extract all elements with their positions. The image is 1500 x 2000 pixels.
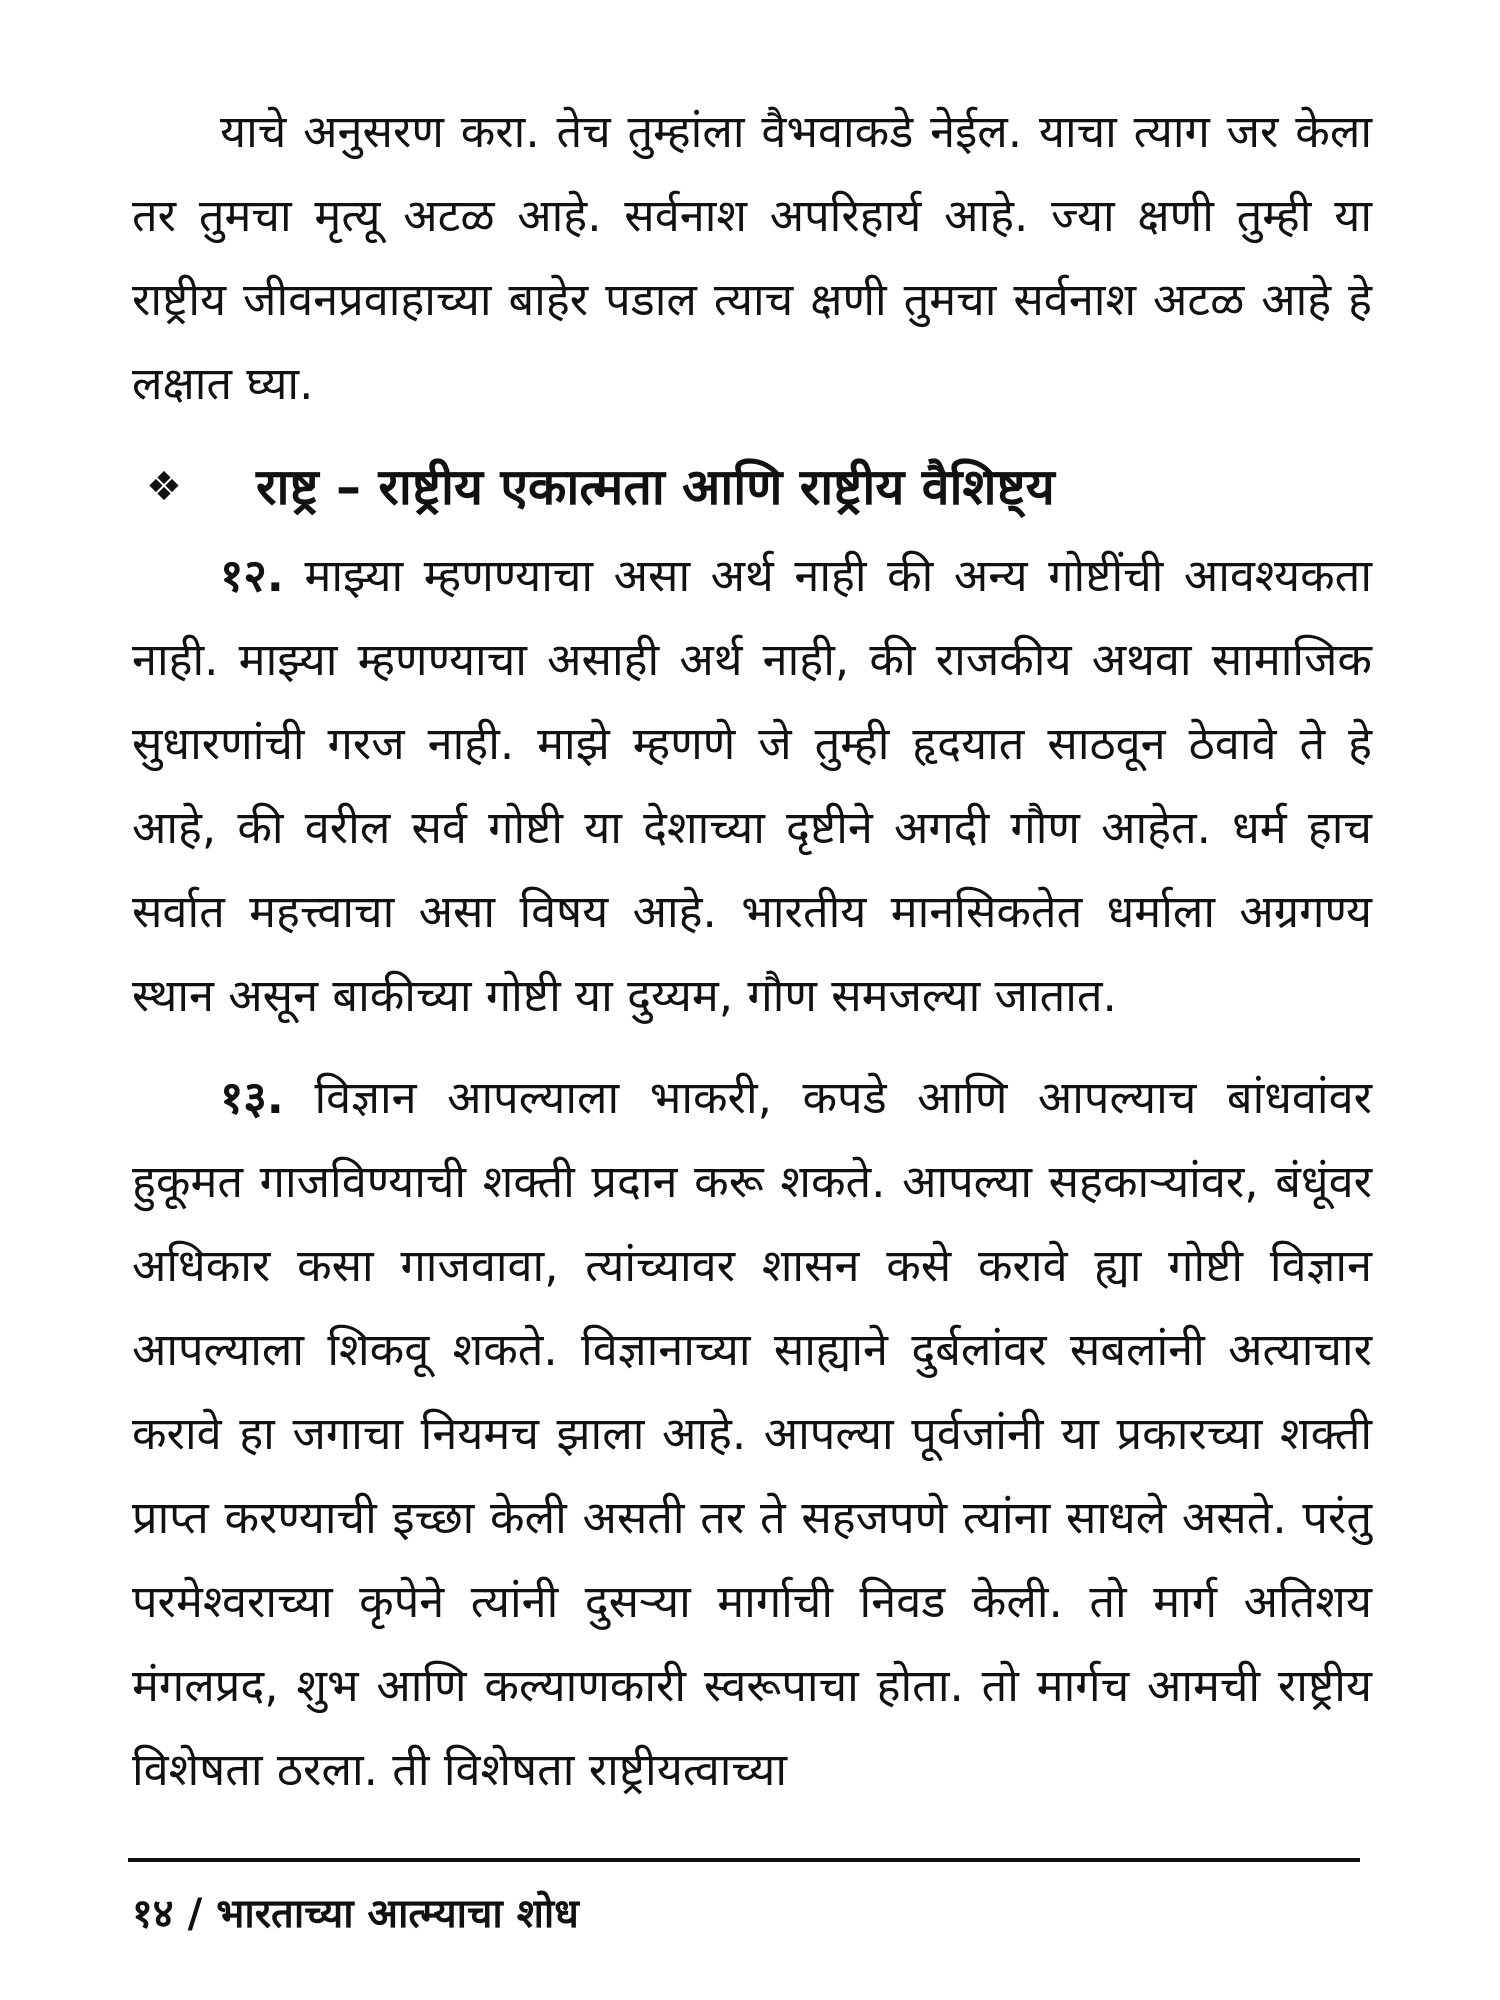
footer-separator: / (187, 1891, 203, 1937)
paragraph-12 (132, 534, 1372, 1038)
page-footer (132, 1886, 579, 1942)
footer-divider (128, 1858, 1360, 1862)
paragraph-13-number: १३. (220, 1071, 284, 1124)
paragraph-12-text: माझ्या म्हणण्याचा असा अर्थ नाही की अन्य गोष्टींची आवश्यकता नाही. माझ्या म्हणण्याचा असाही अर्थ नाही, की राजकीय अथवा सामाजिक सुधारणांची गरज नाही. माझे म्हणणे जे तुम्ही हृदयात साठवून ठेवावे ते हे आहे, की वरील सर्व गोष्टी या देशाच्या दृष्टीने अगदी गौण आहेत. धर्म हाच सर्वात महत्त्वाचा असा विषय आहे. भारतीय मानसिकतेत धर्माला अग्रगण्य स्थान असून बाकीच्या गोष्टी या दुय्यम, गौण समजल्या जातात. (132, 549, 1372, 1022)
book-title: भारताच्या आत्म्याचा शोध (216, 1891, 579, 1937)
paragraph-13 (132, 1056, 1372, 1812)
page-number: १४ (132, 1891, 174, 1937)
diamond-bullet-icon: ❖ (146, 464, 182, 510)
paragraph-13-text: विज्ञान आपल्याला भाकरी, कपडे आणि आपल्याच बांधवांवर हुकूमत गाजविण्याची शक्ती प्रदान करू शकते. आपल्या सहकाऱ्यांवर, बंधूंवर अधिकार कसा गाजवावा, त्यांच्यावर शासन कसे करावे ह्या गोष्टी विज्ञान आपल्याला शिकवू शकते. विज्ञानाच्या साह्याने दुर्बलांवर सबलांनी अत्याचार करावे हा जगाचा नियमच झाला आहे. आपल्या पूर्वजांनी या प्रकारच्या शक्ती प्राप्त करण्याची इच्छा केली असती तर ते सहजपणे त्यांना साधले असते. परंतु परमेश्वराच्या कृपेने त्यांनी दुसऱ्या मार्गाची निवड केली. तो मार्ग अतिशय मंगलप्रद, शुभ आणि कल्याणकारी स्वरूपाचा होता. तो मार्गच आमची राष्ट्रीय विशेषता ठरला. ती विशेषता राष्ट्रीयत्वाच्या (132, 1071, 1373, 1796)
intro-paragraph: याचे अनुसरण करा. तेच तुम्हांला वैभवाकडे नेईल. याचा त्याग जर केला तर तुमचा मृत्यू अटळ आहे. सर्वनाश अपरिहार्य आहे. ज्या क्षणी तुम्ही या राष्ट्रीय जीवनप्रवाहाच्या बाहेर पडाल त्याच क्षणी तुमचा सर्वनाश अटळ आहे हे लक्षात घ्या. (132, 105, 1372, 410)
paragraph-12-number: १२. (220, 549, 284, 602)
paragraph-gap (132, 1038, 1372, 1056)
section-heading-text: राष्ट्र – राष्ट्रीय एकात्मता आणि राष्ट्रीय वैशिष्ट्य (256, 458, 1055, 516)
section-heading (132, 448, 1372, 526)
page-content (132, 90, 1372, 1812)
